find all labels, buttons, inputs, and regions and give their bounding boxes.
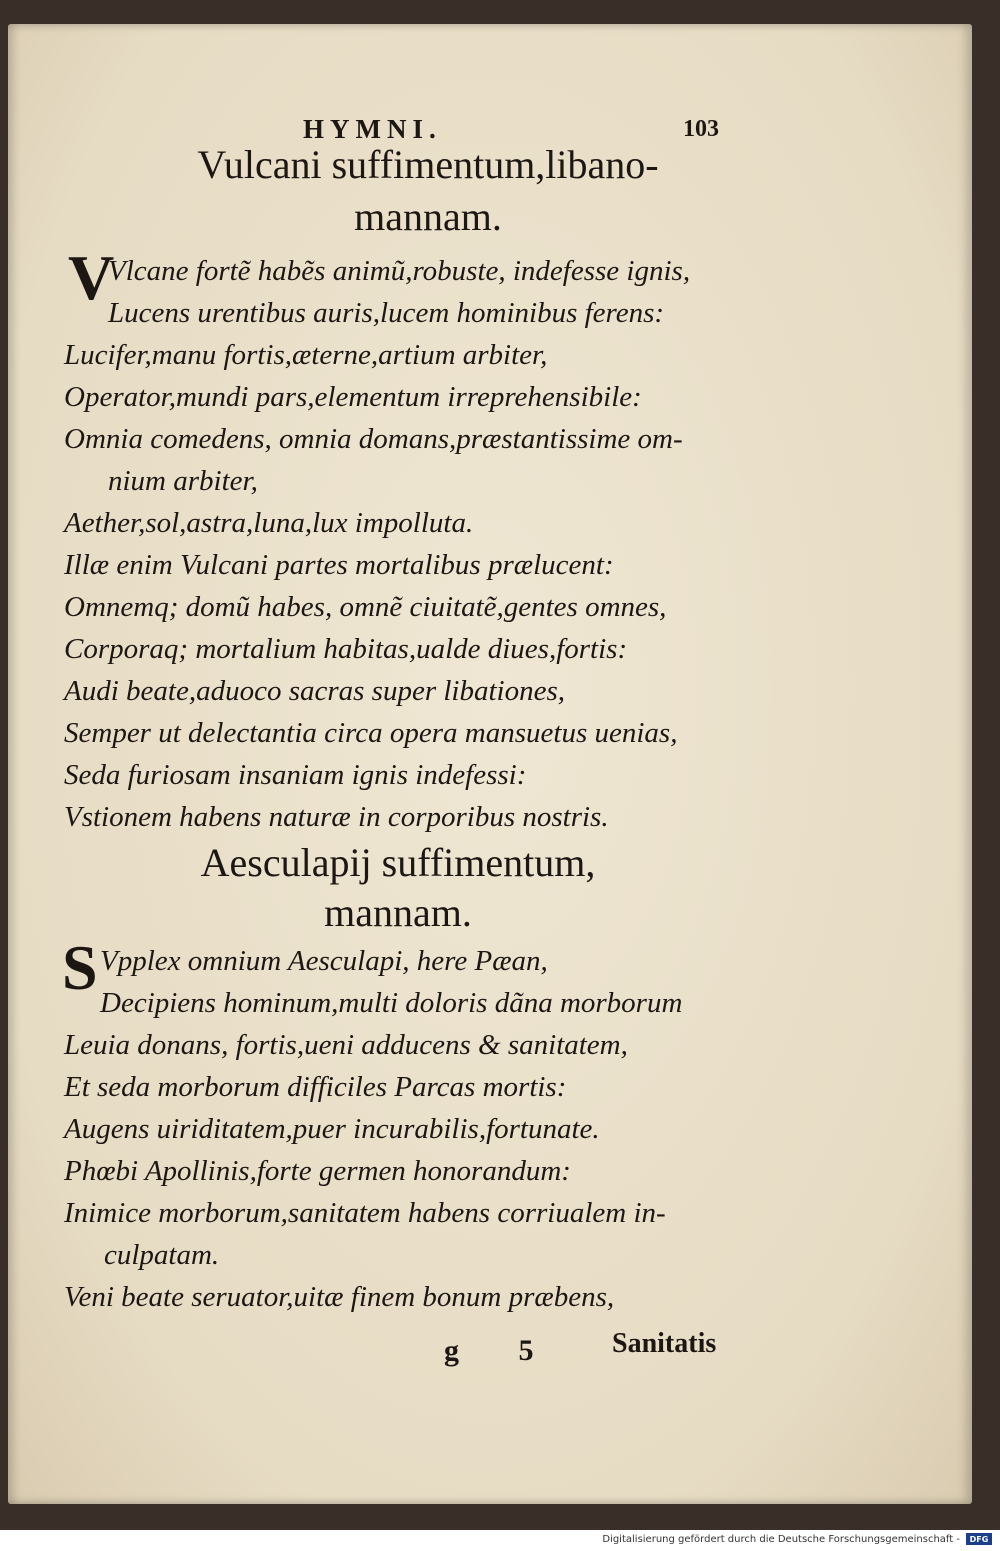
catchword: Sanitatis <box>612 1328 717 1359</box>
hymn1-line: Audi beate,aduoco sacras super libationes, <box>64 675 566 707</box>
hymn1-line: Corporaq; mortalium habitas,ualde diues,fortis: <box>64 633 628 665</box>
hymn1-line: nium arbiter, <box>108 465 258 497</box>
hymn2-line: Augens uiriditatem,puer incurabilis,fortunate. <box>64 1113 600 1145</box>
hymn1-line: Vlcane fortẽ habẽs animũ,robuste, indefesse ignis, <box>108 255 691 287</box>
hymn1-line: Operator,mundi pars,elementum irreprehensibile: <box>64 381 642 413</box>
signature-mark: g 5 <box>444 1334 560 1367</box>
hymn2-line: Et seda morborum difficiles Parcas mortis: <box>64 1071 567 1103</box>
hymn2-line: Decipiens hominum,multi doloris dãna morborum <box>100 987 683 1019</box>
hymn1-line: Omnemq; domũ habes, omnẽ ciuitatẽ,gentes omnes, <box>64 591 667 623</box>
hymn1-line: Lucifer,manu fortis,æterne,artium arbiter, <box>64 339 548 371</box>
hymn1-line: Semper ut delectantia circa opera mansuetus uenias, <box>64 717 678 749</box>
running-head: HYMNI. <box>303 114 442 144</box>
hymn1-line: Illæ enim Vulcani partes mortalibus prælucent: <box>64 549 614 581</box>
hymn1-line: Seda furiosam insaniam ignis indefessi: <box>64 759 527 791</box>
hymn2-title-line2: mannam. <box>324 890 472 935</box>
hymn2-title-line1: Aesculapij suffimentum, <box>200 840 596 885</box>
book-page <box>8 24 972 1504</box>
hymn1-line: Vstionem habens naturæ in corporibus nostris. <box>64 801 609 833</box>
hymn2-line: Veni beate seruator,uitæ finem bonum præbens, <box>64 1281 615 1313</box>
hymn1-title-line2: mannam. <box>354 194 502 239</box>
dfg-logo: DFG <box>966 1533 992 1545</box>
page-number: 103 <box>683 116 719 142</box>
hymn2-line: Inimice morborum,sanitatem habens corriualem in- <box>64 1197 666 1229</box>
hymn2-line: Vpplex omnium Aesculapi, here Pæan, <box>100 945 548 977</box>
digitization-credit: Digitalisierung gefördert durch die Deutsche Forschungsgemeinschaft - <box>602 1534 960 1545</box>
hymn1-line: Lucens urentibus auris,lucem hominibus ferens: <box>108 297 665 329</box>
hymn1-line: Omnia comedens, omnia domans,præstantissime om- <box>64 423 683 455</box>
hymn1-line: Aether,sol,astra,luna,lux impolluta. <box>64 507 474 539</box>
hymn2-line: culpatam. <box>104 1239 220 1271</box>
hymn2-line: Leuia donans, fortis,ueni adducens & sanitatem, <box>64 1029 628 1061</box>
hymn2-line: Phœbi Apollinis,forte germen honorandum: <box>64 1155 571 1187</box>
hymn1-title-line1: Vulcani suffimentum,libano- <box>197 142 659 187</box>
hymn1-drop-initial: V <box>68 242 115 313</box>
hymn2-drop-initial: S <box>62 932 98 1003</box>
